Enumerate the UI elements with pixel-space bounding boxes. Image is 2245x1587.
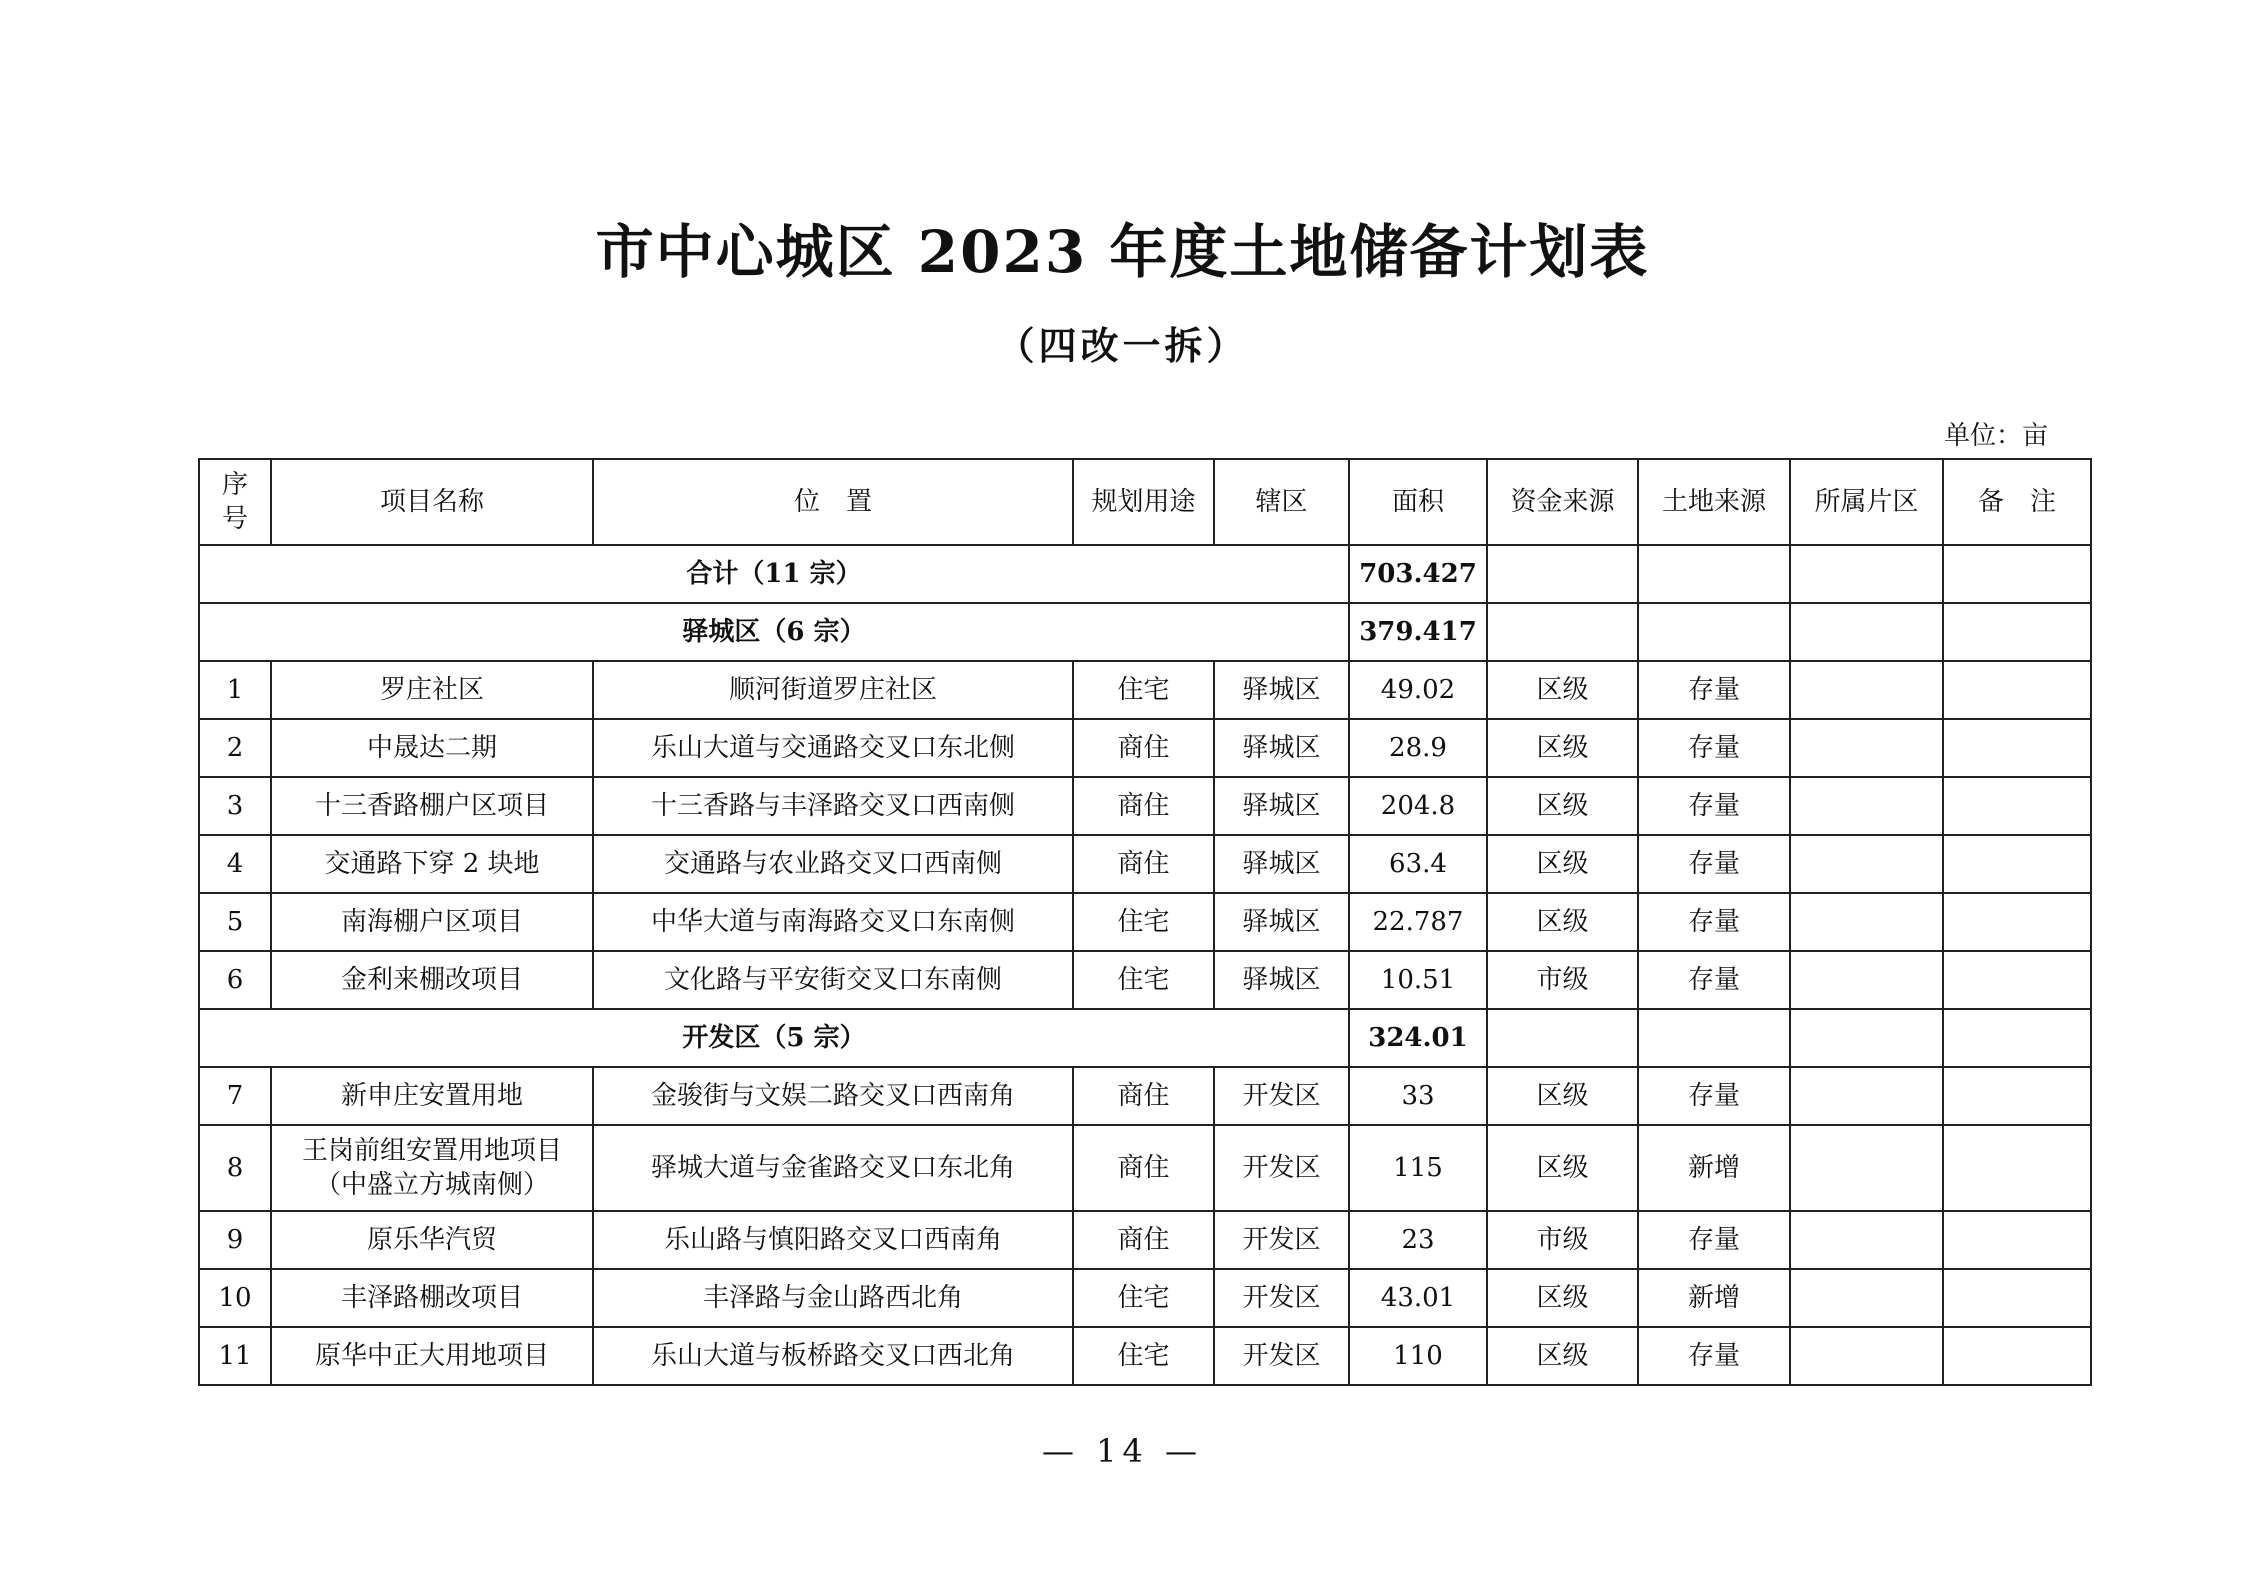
cell-seq: 6 — [199, 951, 271, 1009]
cell-use: 商住 — [1073, 777, 1214, 835]
cell-location: 丰泽路与金山路西北角 — [593, 1269, 1073, 1327]
table-row — [199, 661, 2091, 719]
cell-seq: 3 — [199, 777, 271, 835]
cell-zone — [1790, 661, 1943, 719]
cell-use: 商住 — [1073, 1125, 1214, 1211]
cell-area: 10.51 — [1349, 951, 1487, 1009]
cell-zone — [1790, 1211, 1943, 1269]
cell-land-source: 存量 — [1638, 719, 1790, 777]
header-area: 面积 — [1349, 459, 1487, 545]
cell-name: 原华中正大用地项目 — [271, 1327, 593, 1385]
cell-area: 110 — [1349, 1327, 1487, 1385]
cell-remark — [1943, 719, 2091, 777]
cell-area: 204.8 — [1349, 777, 1487, 835]
cell-zone — [1790, 951, 1943, 1009]
cell-name-line2: （中盛立方城南侧） — [314, 1170, 549, 1200]
cell-use: 商住 — [1073, 835, 1214, 893]
cell-district: 驿城区 — [1214, 893, 1349, 951]
cell-remark — [1943, 661, 2091, 719]
group-area: 324.01 — [1349, 1009, 1487, 1067]
cell-name — [271, 1125, 593, 1211]
table-row — [199, 835, 2091, 893]
cell-funding: 区级 — [1487, 777, 1638, 835]
cell-remark — [1943, 1327, 2091, 1385]
header-funding: 资金来源 — [1487, 459, 1638, 545]
cell-area: 22.787 — [1349, 893, 1487, 951]
cell-district: 驿城区 — [1214, 951, 1349, 1009]
header-zone: 所属片区 — [1790, 459, 1943, 545]
document-title: 市中心城区 2023 年度土地储备计划表 — [595, 218, 1650, 286]
cell-location: 十三香路与丰泽路交叉口西南侧 — [593, 777, 1073, 835]
cell-area: 28.9 — [1349, 719, 1487, 777]
cell-district: 驿城区 — [1214, 661, 1349, 719]
cell-location: 乐山大道与板桥路交叉口西北角 — [593, 1327, 1073, 1385]
cell-use: 商住 — [1073, 1211, 1214, 1269]
cell-name: 南海棚户区项目 — [271, 893, 593, 951]
cell-district: 开发区 — [1214, 1327, 1349, 1385]
cell-use: 商住 — [1073, 719, 1214, 777]
header-district: 辖区 — [1214, 459, 1349, 545]
total-label: 合计（11 宗） — [199, 545, 1349, 603]
cell-funding: 区级 — [1487, 1125, 1638, 1211]
cell-use: 住宅 — [1073, 1269, 1214, 1327]
cell-use: 住宅 — [1073, 661, 1214, 719]
cell-area: 43.01 — [1349, 1269, 1487, 1327]
cell-zone — [1790, 1269, 1943, 1327]
cell-zone — [1790, 1125, 1943, 1211]
cell-name: 丰泽路棚改项目 — [271, 1269, 593, 1327]
cell-location: 中华大道与南海路交叉口东南侧 — [593, 893, 1073, 951]
header-use: 规划用途 — [1073, 459, 1214, 545]
cell-seq: 2 — [199, 719, 271, 777]
cell-seq: 9 — [199, 1211, 271, 1269]
cell-district: 开发区 — [1214, 1067, 1349, 1125]
header-location: 位 置 — [593, 459, 1073, 545]
cell-name: 金利来棚改项目 — [271, 951, 593, 1009]
cell-zone — [1790, 777, 1943, 835]
cell-funding: 市级 — [1487, 1211, 1638, 1269]
cell-remark — [1943, 1269, 2091, 1327]
cell-district: 开发区 — [1214, 1269, 1349, 1327]
cell-remark — [1943, 893, 2091, 951]
cell-name: 交通路下穿 2 块地 — [271, 835, 593, 893]
cell-seq: 8 — [199, 1125, 271, 1211]
cell-land-source: 存量 — [1638, 1327, 1790, 1385]
cell-zone — [1790, 893, 1943, 951]
table-row — [199, 719, 2091, 777]
page-number: — 14 — — [1041, 1432, 1204, 1470]
cell-use: 住宅 — [1073, 893, 1214, 951]
cell-name: 中晟达二期 — [271, 719, 593, 777]
cell-land-source: 存量 — [1638, 1067, 1790, 1125]
cell-district: 驿城区 — [1214, 835, 1349, 893]
table-row — [199, 951, 2091, 1009]
header-name: 项目名称 — [271, 459, 593, 545]
cell-funding: 区级 — [1487, 1327, 1638, 1385]
header-seq: 序 号 — [199, 459, 271, 545]
table-row — [199, 1125, 2091, 1211]
land-reserve-table — [198, 458, 2092, 1386]
unit-label: 单位：亩 — [1943, 421, 2048, 451]
cell-use: 商住 — [1073, 1067, 1214, 1125]
document-subtitle: （四改一拆） — [996, 323, 1249, 368]
header-remark: 备 注 — [1943, 459, 2091, 545]
cell-name: 罗庄社区 — [271, 661, 593, 719]
cell-funding: 区级 — [1487, 661, 1638, 719]
cell-use: 住宅 — [1073, 1327, 1214, 1385]
cell-location: 乐山大道与交通路交叉口东北侧 — [593, 719, 1073, 777]
cell-funding: 区级 — [1487, 1269, 1638, 1327]
cell-name-line1: 王岗前组安置用地项目 — [301, 1136, 562, 1166]
cell-area: 23 — [1349, 1211, 1487, 1269]
cell-seq: 4 — [199, 835, 271, 893]
cell-name: 原乐华汽贸 — [271, 1211, 593, 1269]
total-row — [199, 545, 2091, 603]
cell-district: 开发区 — [1214, 1211, 1349, 1269]
table-row — [199, 1067, 2091, 1125]
cell-funding: 区级 — [1487, 1067, 1638, 1125]
cell-land-source: 存量 — [1638, 835, 1790, 893]
cell-seq: 11 — [199, 1327, 271, 1385]
cell-funding: 区级 — [1487, 719, 1638, 777]
cell-land-source: 新增 — [1638, 1269, 1790, 1327]
table-row — [199, 1211, 2091, 1269]
group-area: 379.417 — [1349, 603, 1487, 661]
cell-land-source: 存量 — [1638, 777, 1790, 835]
total-area: 703.427 — [1349, 545, 1487, 603]
table-header-row — [199, 459, 2091, 545]
cell-area: 115 — [1349, 1125, 1487, 1211]
cell-name: 新申庄安置用地 — [271, 1067, 593, 1125]
cell-remark — [1943, 835, 2091, 893]
group-row-yicheng — [199, 603, 2091, 661]
cell-location: 乐山路与慎阳路交叉口西南角 — [593, 1211, 1073, 1269]
cell-funding: 市级 — [1487, 951, 1638, 1009]
cell-area: 33 — [1349, 1067, 1487, 1125]
group-label: 驿城区（6 宗） — [199, 603, 1349, 661]
cell-seq: 7 — [199, 1067, 271, 1125]
cell-location: 驿城大道与金雀路交叉口东北角 — [593, 1125, 1073, 1211]
cell-location: 文化路与平安街交叉口东南侧 — [593, 951, 1073, 1009]
cell-zone — [1790, 1327, 1943, 1385]
group-label: 开发区（5 宗） — [199, 1009, 1349, 1067]
cell-land-source: 存量 — [1638, 951, 1790, 1009]
cell-district: 驿城区 — [1214, 777, 1349, 835]
cell-name: 十三香路棚户区项目 — [271, 777, 593, 835]
cell-area: 63.4 — [1349, 835, 1487, 893]
cell-remark — [1943, 1125, 2091, 1211]
header-land-source: 土地来源 — [1638, 459, 1790, 545]
cell-funding: 区级 — [1487, 893, 1638, 951]
cell-land-source: 存量 — [1638, 661, 1790, 719]
cell-use: 住宅 — [1073, 951, 1214, 1009]
cell-location: 金骏街与文娱二路交叉口西南角 — [593, 1067, 1073, 1125]
cell-zone — [1790, 1067, 1943, 1125]
cell-seq: 10 — [199, 1269, 271, 1327]
cell-seq: 5 — [199, 893, 271, 951]
cell-remark — [1943, 1067, 2091, 1125]
cell-remark — [1943, 951, 2091, 1009]
cell-area: 49.02 — [1349, 661, 1487, 719]
cell-remark — [1943, 1211, 2091, 1269]
cell-zone — [1790, 835, 1943, 893]
table-row — [199, 777, 2091, 835]
table-row — [199, 1269, 2091, 1327]
cell-district: 开发区 — [1214, 1125, 1349, 1211]
cell-location: 交通路与农业路交叉口西南侧 — [593, 835, 1073, 893]
group-row-development-zone — [199, 1009, 2091, 1067]
cell-land-source: 存量 — [1638, 1211, 1790, 1269]
cell-funding: 区级 — [1487, 835, 1638, 893]
table-row — [199, 893, 2091, 951]
cell-location: 顺河街道罗庄社区 — [593, 661, 1073, 719]
cell-zone — [1790, 719, 1943, 777]
cell-land-source: 存量 — [1638, 893, 1790, 951]
cell-seq: 1 — [199, 661, 271, 719]
cell-district: 驿城区 — [1214, 719, 1349, 777]
table-row — [199, 1327, 2091, 1385]
cell-remark — [1943, 777, 2091, 835]
cell-land-source: 新增 — [1638, 1125, 1790, 1211]
